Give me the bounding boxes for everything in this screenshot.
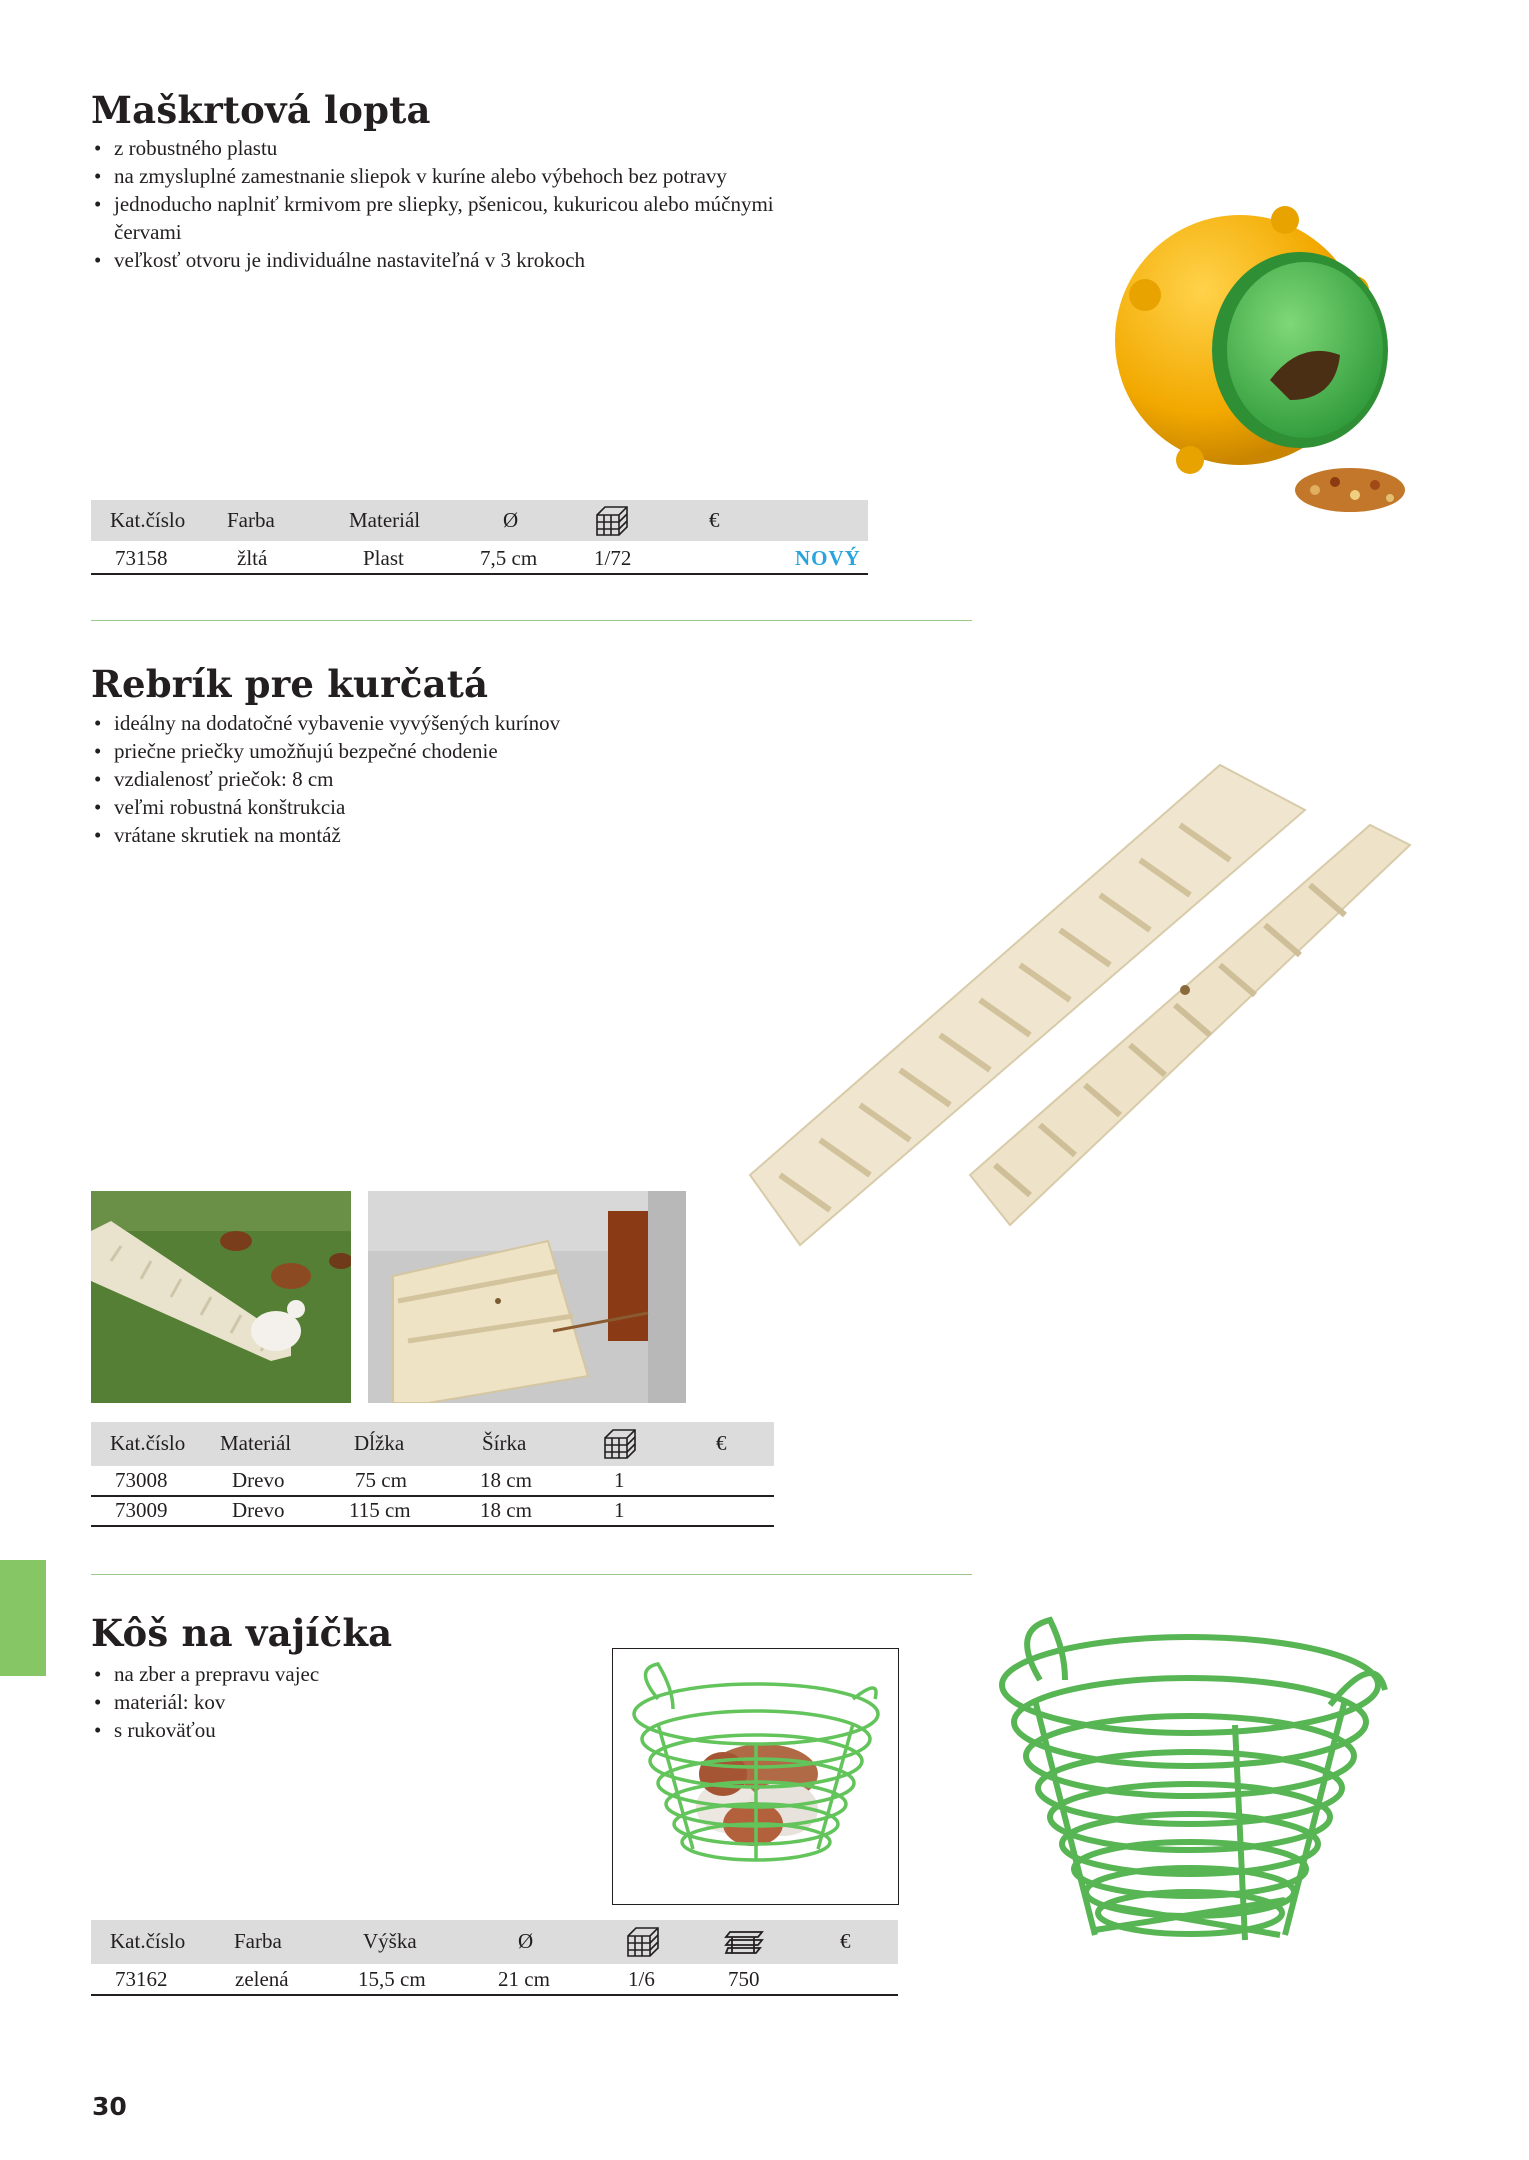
column-header: €	[709, 508, 720, 532]
column-header: €	[716, 1431, 727, 1455]
table-header	[91, 1920, 898, 1964]
column-header: Kat.číslo	[110, 1929, 186, 1953]
section-title-chicken-ladder: Rebrík pre kurčatá	[91, 662, 489, 706]
section-divider	[91, 620, 972, 621]
table-cell: 1/6	[628, 1967, 655, 1991]
pallet-icon	[724, 1929, 764, 1957]
list-item: • priečne priečky umožňujú bezpečné chodenie	[92, 737, 712, 765]
table-cell: Plast	[363, 546, 404, 570]
table-cell: 75 cm	[355, 1468, 407, 1492]
row-divider	[91, 1994, 898, 1996]
column-header: Farba	[234, 1929, 282, 1953]
package-icon	[594, 503, 630, 539]
section-divider	[91, 1574, 972, 1575]
table-header	[91, 1422, 774, 1466]
feature-list-treat-ball	[92, 134, 812, 274]
list-item: • vzdialenosť priečok: 8 cm	[92, 765, 712, 793]
list-item: • na zmysluplné zamestnanie sliepok v kuríne alebo výbehoch bez potravy	[92, 162, 812, 190]
table-cell: Drevo	[232, 1468, 285, 1492]
list-item: • na zber a prepravu vajec	[92, 1660, 492, 1688]
table-cell: 73009	[115, 1498, 168, 1522]
table-cell: zelená	[235, 1967, 289, 1991]
list-item: • materiál: kov	[92, 1688, 492, 1716]
table-header	[91, 500, 868, 541]
egg-basket-with-eggs-photo	[612, 1648, 899, 1905]
chickens-lawn-photo	[91, 1191, 351, 1403]
package-icon	[625, 1924, 661, 1960]
table-cell: 7,5 cm	[480, 546, 538, 570]
treat-ball-image	[1090, 190, 1440, 540]
table-cell: 73008	[115, 1468, 168, 1492]
list-item: • z robustného plastu	[92, 134, 812, 162]
column-header: Farba	[227, 508, 275, 532]
list-item: • ideálny na dodatočné vybavenie vyvýšených kurínov	[92, 709, 712, 737]
section-title-treat-ball: Maškrtová lopta	[91, 88, 431, 132]
table-cell: 18 cm	[480, 1498, 532, 1522]
table-cell: 15,5 cm	[358, 1967, 426, 1991]
ladder-mounted-photo	[368, 1191, 686, 1403]
section-title-egg-basket: Kôš na vajíčka	[91, 1611, 393, 1655]
list-item: • veľmi robustná konštrukcia	[92, 793, 712, 821]
new-badge: NOVÝ	[795, 546, 861, 570]
table-cell: 1/72	[594, 546, 632, 570]
table-cell: 1	[614, 1468, 625, 1492]
table-cell: 21 cm	[498, 1967, 550, 1991]
column-header: Materiál	[349, 508, 421, 532]
chapter-tab	[0, 1560, 46, 1676]
column-header: Šírka	[482, 1431, 527, 1455]
column-header: Ø	[518, 1929, 534, 1953]
egg-basket-image	[995, 1610, 1395, 1980]
feature-list-egg-basket	[92, 1660, 492, 1744]
row-divider	[91, 1525, 774, 1527]
list-item: • jednoducho naplniť krmivom pre sliepky, pšenicou, kukuricou alebo múčnymi červami	[92, 190, 812, 246]
column-header: Ø	[503, 508, 519, 532]
table-cell: 73162	[115, 1967, 168, 1991]
column-header: Kat.číslo	[110, 1431, 186, 1455]
column-header: Dĺžka	[354, 1431, 405, 1455]
table-cell: 18 cm	[480, 1468, 532, 1492]
table-cell: žltá	[237, 546, 268, 570]
table-cell: 73158	[115, 546, 168, 570]
row-divider	[91, 1495, 774, 1497]
list-item: • vrátane skrutiek na montáž	[92, 821, 712, 849]
column-header: Výška	[363, 1929, 417, 1953]
row-divider	[91, 573, 868, 575]
table-cell: 115 cm	[349, 1498, 411, 1522]
column-header: Materiál	[220, 1431, 292, 1455]
chicken-ladder-image	[740, 755, 1420, 1255]
list-item: • s rukoväťou	[92, 1716, 492, 1744]
package-icon	[602, 1426, 638, 1462]
table-cell: Drevo	[232, 1498, 285, 1522]
table-cell: 1	[614, 1498, 625, 1522]
column-header: Kat.číslo	[110, 508, 186, 532]
list-item: • veľkosť otvoru je individuálne nastaviteľná v 3 krokoch	[92, 246, 812, 274]
column-header: €	[840, 1929, 851, 1953]
table-cell: 750	[728, 1967, 760, 1991]
feature-list-chicken-ladder	[92, 709, 712, 849]
page-number: 30	[92, 2092, 127, 2121]
